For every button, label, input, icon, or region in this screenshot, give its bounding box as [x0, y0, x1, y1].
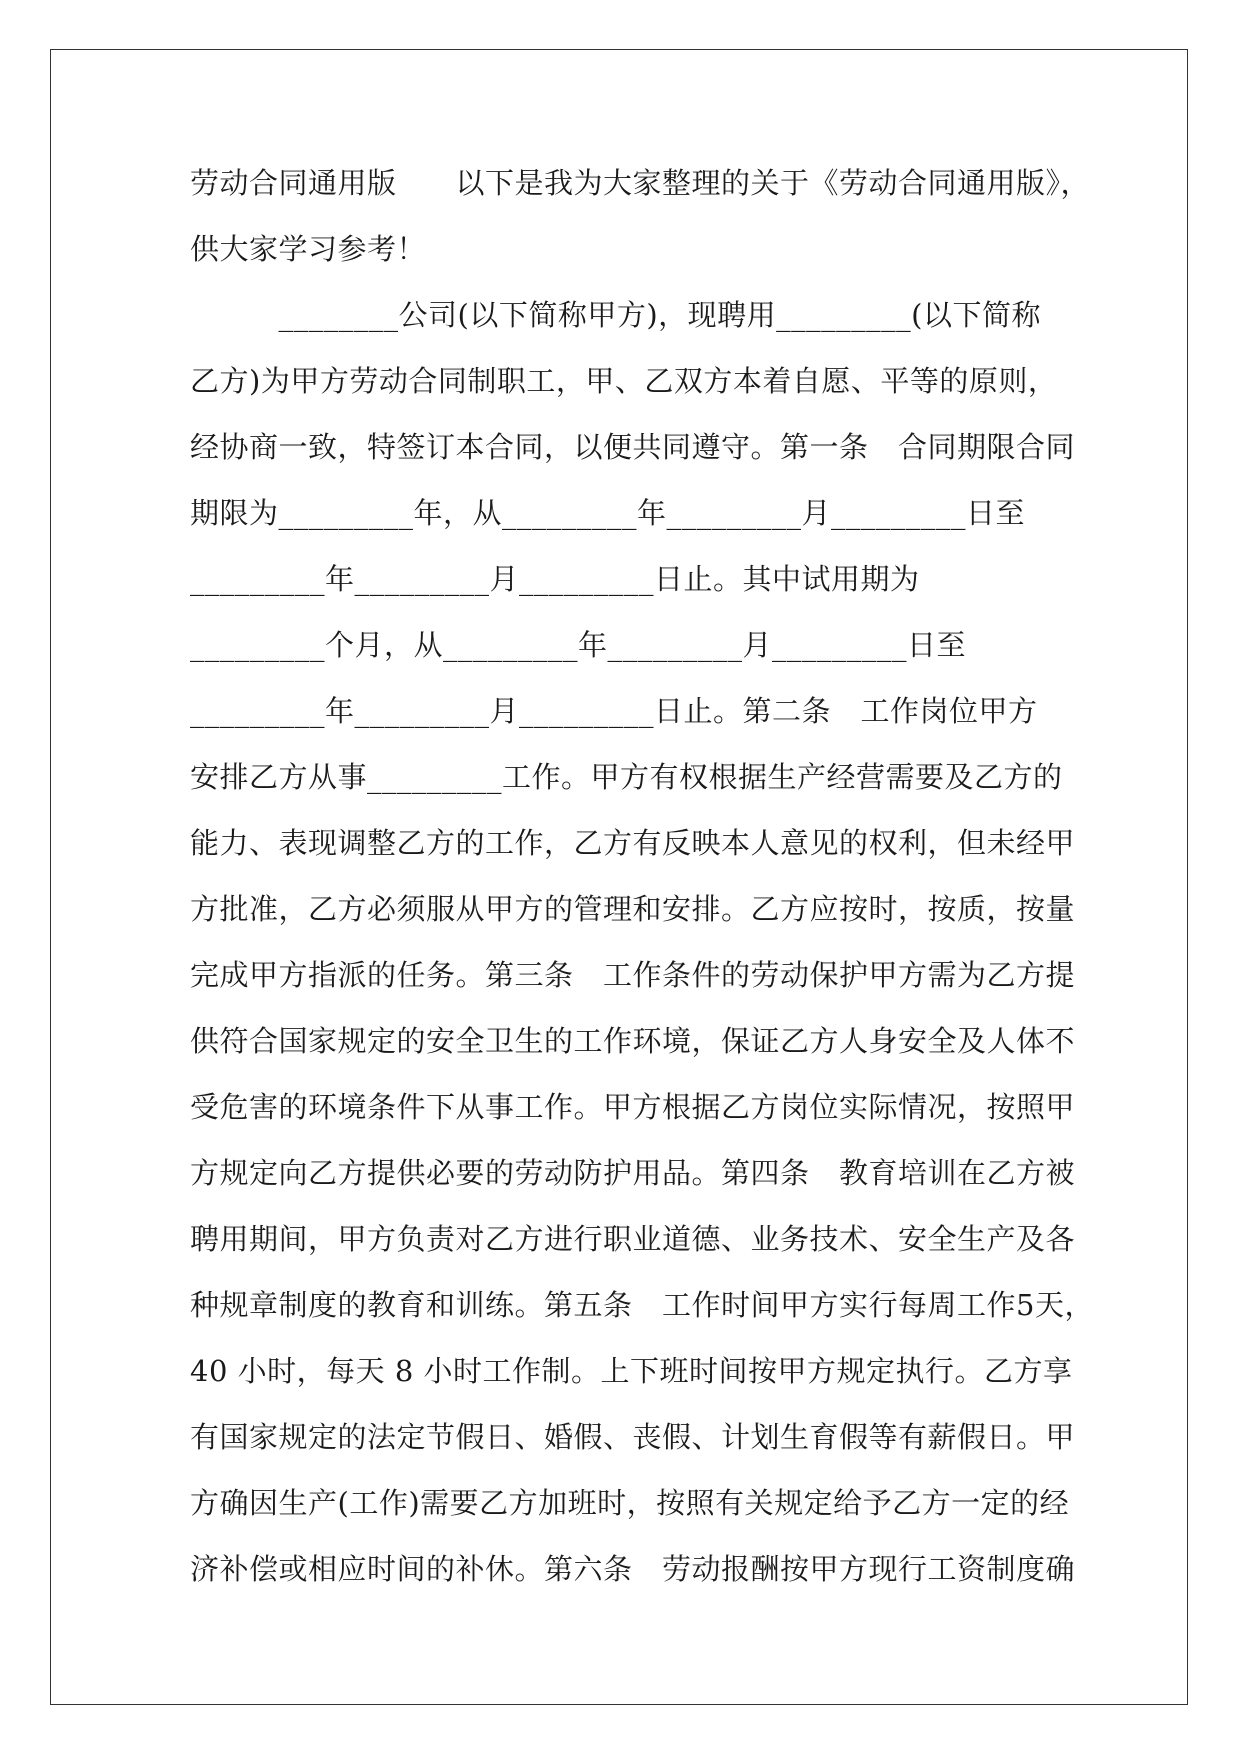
text-line: 有国家规定的法定节假日、婚假、丧假、计划生育假等有薪假日。甲	[190, 1420, 1076, 1454]
text-line: 供符合国家规定的安全卫生的工作环境，保证乙方人身安全及人体不	[190, 1024, 1076, 1058]
text-line: 能力、表现调整乙方的工作，乙方有反映本人意见的权利，但未经甲	[190, 826, 1076, 860]
text-line: 期限为_________年，从_________年_________月_________日至	[190, 496, 1026, 530]
text-line: _________年_________月_________日止。第二条 工作岗位甲方	[190, 694, 1038, 728]
text-line: _________年_________月_________日止。其中试用期为	[190, 562, 920, 596]
text-line: 种规章制度的教育和训练。第五条 工作时间甲方实行每周工作5天，	[190, 1288, 1094, 1322]
text-line: 劳动合同通用版 以下是我为大家整理的关于《劳动合同通用版》，	[190, 166, 1091, 200]
text-line: 乙方)为甲方劳动合同制职工，甲、乙双方本着自愿、平等的原则，	[190, 364, 1058, 398]
text-line: 经协商一致，特签订本合同，以便共同遵守。第一条 合同期限合同	[190, 430, 1076, 464]
text-line: 济补偿或相应时间的补休。第六条 劳动报酬按甲方现行工资制度确	[190, 1552, 1076, 1586]
text-line: 完成甲方指派的任务。第三条 工作条件的劳动保护甲方需为乙方提	[190, 958, 1076, 992]
text-line: 40 小时，每天 8 小时工作制。上下班时间按甲方规定执行。乙方享	[190, 1354, 1073, 1388]
text-line: 供大家学习参考！	[190, 232, 427, 266]
text-line: 方批准，乙方必须服从甲方的管理和安排。乙方应按时，按质，按量	[190, 892, 1076, 926]
text-line: 方确因生产(工作)需要乙方加班时，按照有关规定给予乙方一定的经	[190, 1486, 1070, 1520]
text-line: _________个月，从_________年_________月_________日至	[190, 628, 967, 662]
text-line: 安排乙方从事_________工作。甲方有权根据生产经营需要及乙方的	[190, 760, 1063, 794]
contract-text	[190, 156, 1094, 1608]
text-line: ________公司(以下简称甲方)，现聘用_________(以下简称	[190, 298, 1041, 332]
text-line: 受危害的环境条件下从事工作。甲方根据乙方岗位实际情况，按照甲	[190, 1090, 1076, 1124]
text-line: 方规定向乙方提供必要的劳动防护用品。第四条 教育培训在乙方被	[190, 1156, 1076, 1190]
text-line: 聘用期间，甲方负责对乙方进行职业道德、业务技术、安全生产及各	[190, 1222, 1076, 1256]
